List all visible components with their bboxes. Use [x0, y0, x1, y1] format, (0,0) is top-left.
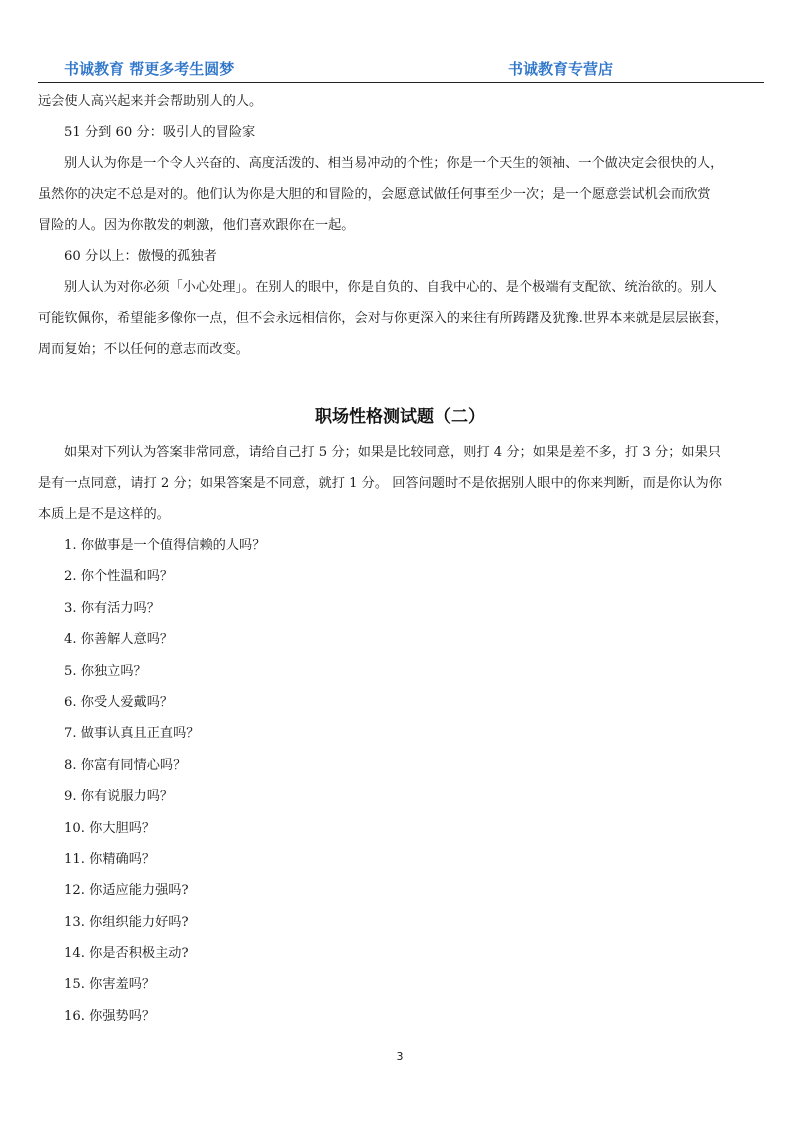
score-51-60-text: 别人认为你是一个令人兴奋的、高度活泼的、相当易冲动的个性；你是一个天生的领袖、一个做决定会很快的人，	[64, 156, 724, 171]
question-item: 2. 你个性温和吗？	[64, 569, 174, 585]
score-60-plus-text: 周而复始；不以任何的意志而改变。	[38, 342, 249, 357]
question-item: 15. 你害羞吗？	[64, 977, 156, 993]
test-section	[38, 437, 764, 1032]
question-item: 11. 你精确吗？	[64, 851, 156, 867]
continuation-line: 远会使人高兴起来并会帮助别人的人。	[38, 94, 263, 109]
score-51-60-text: 虽然你的决定不总是对的。他们认为你是大胆的和冒险的，会愿意试做任何事至少一次；是一个愿意尝试机会而欣赏	[38, 187, 711, 202]
page-header	[38, 56, 764, 83]
question-item: 3. 你有活力吗？	[64, 600, 160, 616]
question-item: 14. 你是否积极主动?	[64, 946, 189, 962]
question-item: 7. 做事认真且正直吗？	[64, 726, 200, 742]
instructions-text: 如果对下列认为答案非常同意，请给自己打 5 分；如果是比较同意，则打 4 分；如果是差不多，打 3 分；如果只	[64, 445, 721, 460]
question-item: 1. 你做事是一个值得信赖的人吗？	[64, 538, 266, 553]
header-slogan: 书诚教育 帮更多考生圆梦	[64, 60, 235, 78]
section-title: 职场性格测试题（二）	[315, 407, 485, 427]
question-item: 5. 你独立吗？	[64, 663, 147, 679]
page-number: 3	[396, 1050, 404, 1063]
instructions-text: 本质上是不是这样的。	[38, 507, 170, 522]
question-item: 16. 你强势吗？	[64, 1008, 156, 1024]
question-item: 4. 你善解人意吗？	[64, 632, 174, 648]
score-51-60-text: 冒险的人。因为你散发的刺激，他们喜欢跟你在一起。	[38, 218, 355, 233]
score-descriptions	[38, 86, 764, 365]
score-60-plus-text: 可能钦佩你，希望能多像你一点，但不会永远相信你，会对与你更深入的来往有所踌躇及犹豫.世界本来就是层层嵌套，	[38, 311, 728, 326]
question-item: 10. 你大胆吗？	[64, 820, 156, 836]
question-item: 12. 你适应能力强吗?	[64, 883, 189, 899]
header-store-name: 书诚教育专营店	[508, 60, 614, 78]
question-item: 13. 你组织能力好吗?	[64, 914, 189, 930]
question-list	[38, 530, 764, 1032]
score-60-plus-heading: 60 分以上：傲慢的孤独者	[64, 249, 217, 264]
instructions-text: 是有一点同意，请打 2 分；如果答案是不同意，就打 1 分。 回答问题时不是依据别人眼中的你来判断，而是你认为你	[38, 476, 722, 491]
question-item: 9. 你有说服力吗？	[64, 789, 174, 805]
score-60-plus-text: 别人认为对你必须「小心处理」。在别人的眼中，你是自负的、自我中心的、是个极端有支配欲、统治欲的。别人	[64, 280, 717, 295]
score-51-60-heading: 51 分到 60 分：吸引人的冒险家	[64, 125, 256, 140]
question-item: 6. 你受人爱戴吗？	[64, 694, 174, 710]
question-item: 8. 你富有同情心吗？	[64, 757, 187, 773]
